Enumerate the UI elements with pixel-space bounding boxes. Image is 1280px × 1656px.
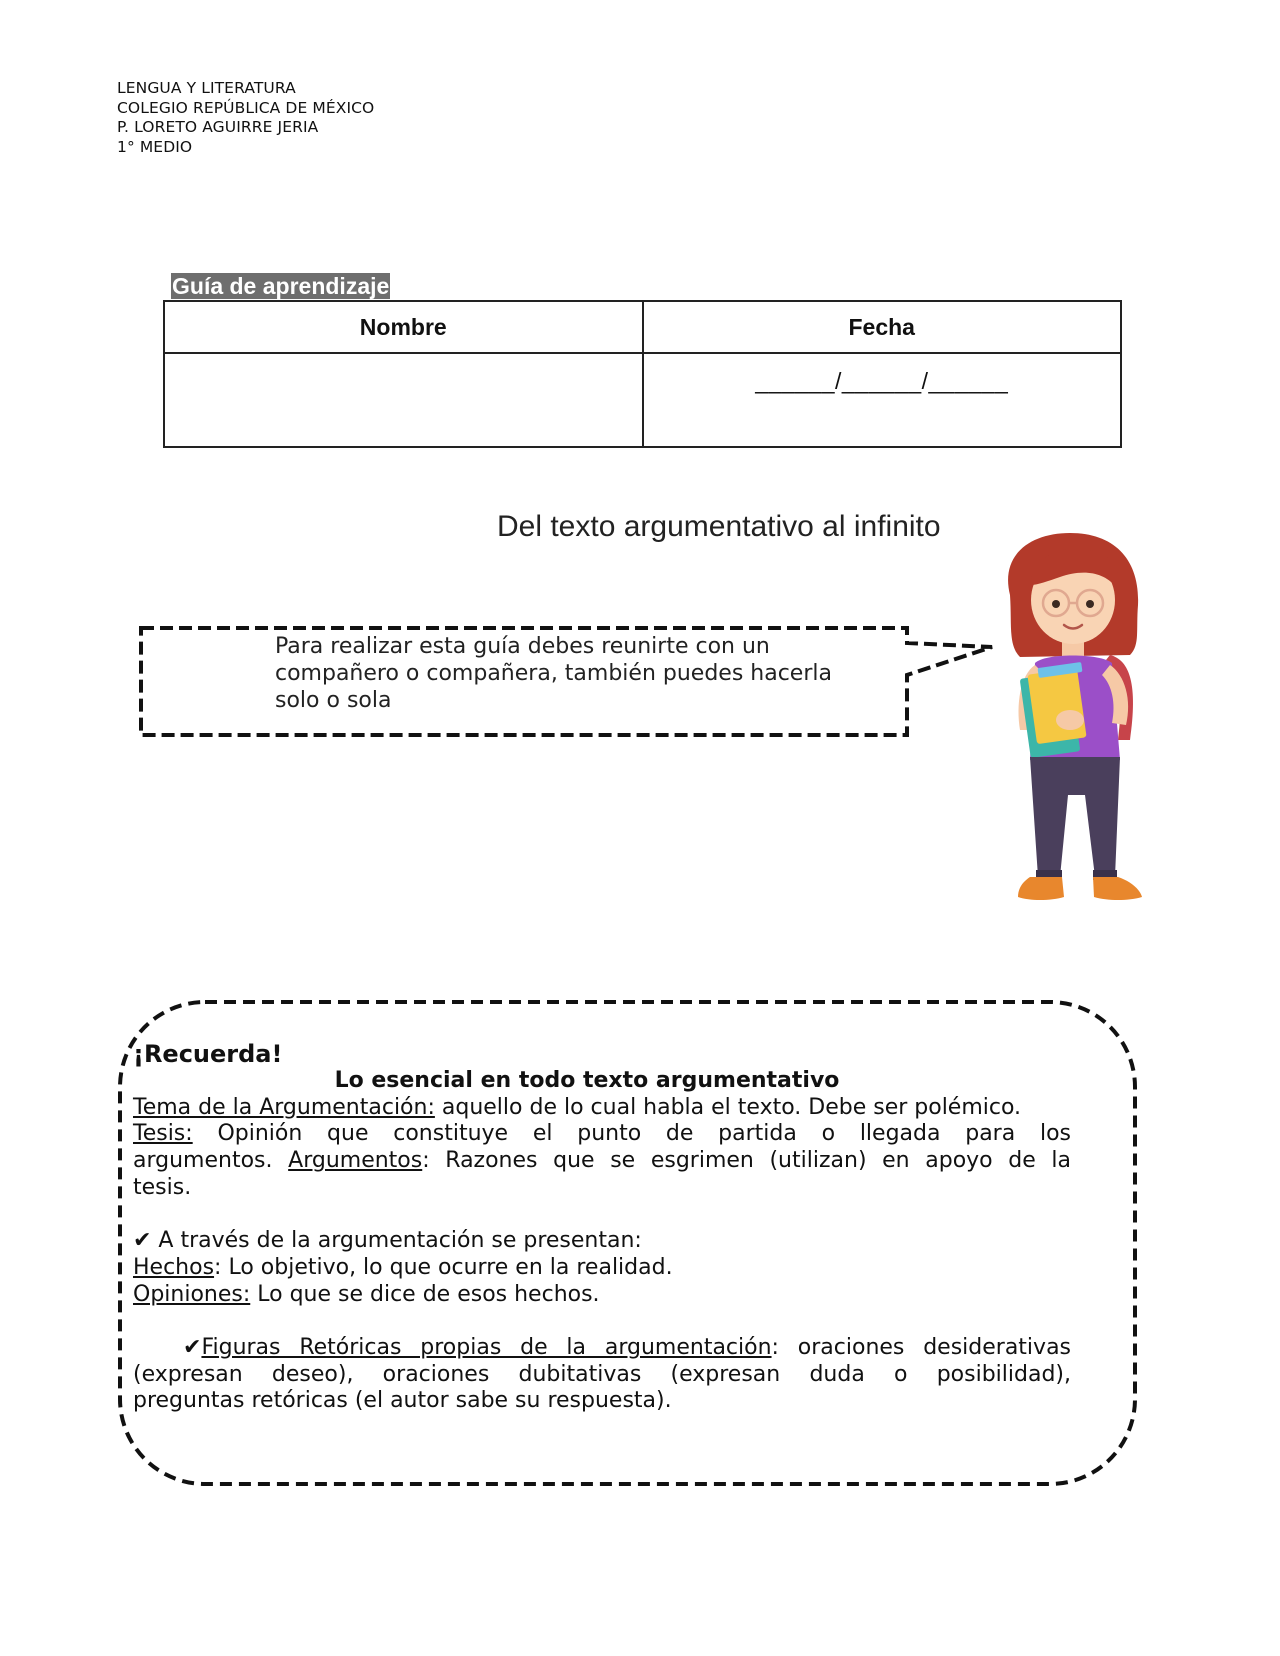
tesis-line-2 <box>133 1148 1071 1175</box>
guide-label: Guía de aprendizaje <box>172 273 390 299</box>
check-mark-icon: ✔ <box>133 1228 152 1254</box>
header-subject: LENGUA Y LITERATURA <box>117 79 296 97</box>
figuras-label: Figuras Retóricas propias de la argumentación <box>201 1335 772 1360</box>
bubble-line: compañero o compañera, también puedes hacerla <box>275 661 832 686</box>
hechos-label: Hechos <box>133 1254 215 1280</box>
page-title: Del texto argumentativo al infinito <box>497 510 941 543</box>
opiniones-label: Opiniones: <box>133 1281 251 1307</box>
figuras-line-1 <box>133 1335 1071 1362</box>
recuerda-subheading: Lo esencial en todo texto argumentativo <box>334 1068 840 1093</box>
name-column-header: Nombre <box>164 301 643 353</box>
argumentos-text-2: tesis. <box>133 1174 192 1200</box>
recuerda-box <box>133 1040 1071 1415</box>
hechos-text: : Lo objetivo, lo que ocurre en la realidad. <box>214 1254 673 1280</box>
presentan-line <box>133 1228 1071 1255</box>
bubble-line: solo o sola <box>275 688 392 713</box>
tema-line <box>133 1095 1071 1122</box>
date-column-header: Fecha <box>643 301 1122 353</box>
header-grade: 1° MEDIO <box>117 137 193 156</box>
tesis-line-1 <box>133 1121 1071 1148</box>
recuerda-heading: ¡Recuerda! <box>133 1040 283 1068</box>
header-school: COLEGIO REPÚBLICA DE MÉXICO <box>117 98 375 117</box>
tema-label: Tema de la Argumentación: <box>133 1094 435 1120</box>
opiniones-line <box>133 1282 1071 1309</box>
tesis-label: Tesis: <box>133 1121 193 1147</box>
bubble-line: Para realizar esta guía debes reunirte con un <box>275 634 770 659</box>
check-mark-icon: ✔ <box>183 1335 202 1360</box>
argumentos-label: Argumentos <box>288 1148 423 1174</box>
tema-text: aquello de lo cual habla el texto. Debe ser polémico. <box>434 1094 1022 1120</box>
presentan-text: A través de la argumentación se presentan: <box>151 1228 642 1254</box>
argumentos-text-1: : Razones que se esgrimen (utilizan) en apoyo de la <box>422 1148 1071 1174</box>
date-placeholder: ______/______/______ <box>755 368 1009 394</box>
hechos-line <box>133 1255 1071 1282</box>
tesis-text-2: argumentos. <box>133 1148 289 1174</box>
tesis-text-1: Opinión que constituye el punto de partida o llegada para los <box>192 1121 1071 1147</box>
figuras-line-2: (expresan deseo), oraciones dubitativas (expresan duda o posibilidad), <box>133 1361 1071 1387</box>
opiniones-text: Lo que se dice de esos hechos. <box>250 1281 600 1307</box>
header-teacher: P. LORETO AGUIRRE JERIA <box>117 118 319 136</box>
figuras-line-3: preguntas retóricas (el autor sabe su respuesta). <box>133 1388 672 1414</box>
figuras-text-1: : oraciones desiderativas <box>771 1335 1072 1360</box>
